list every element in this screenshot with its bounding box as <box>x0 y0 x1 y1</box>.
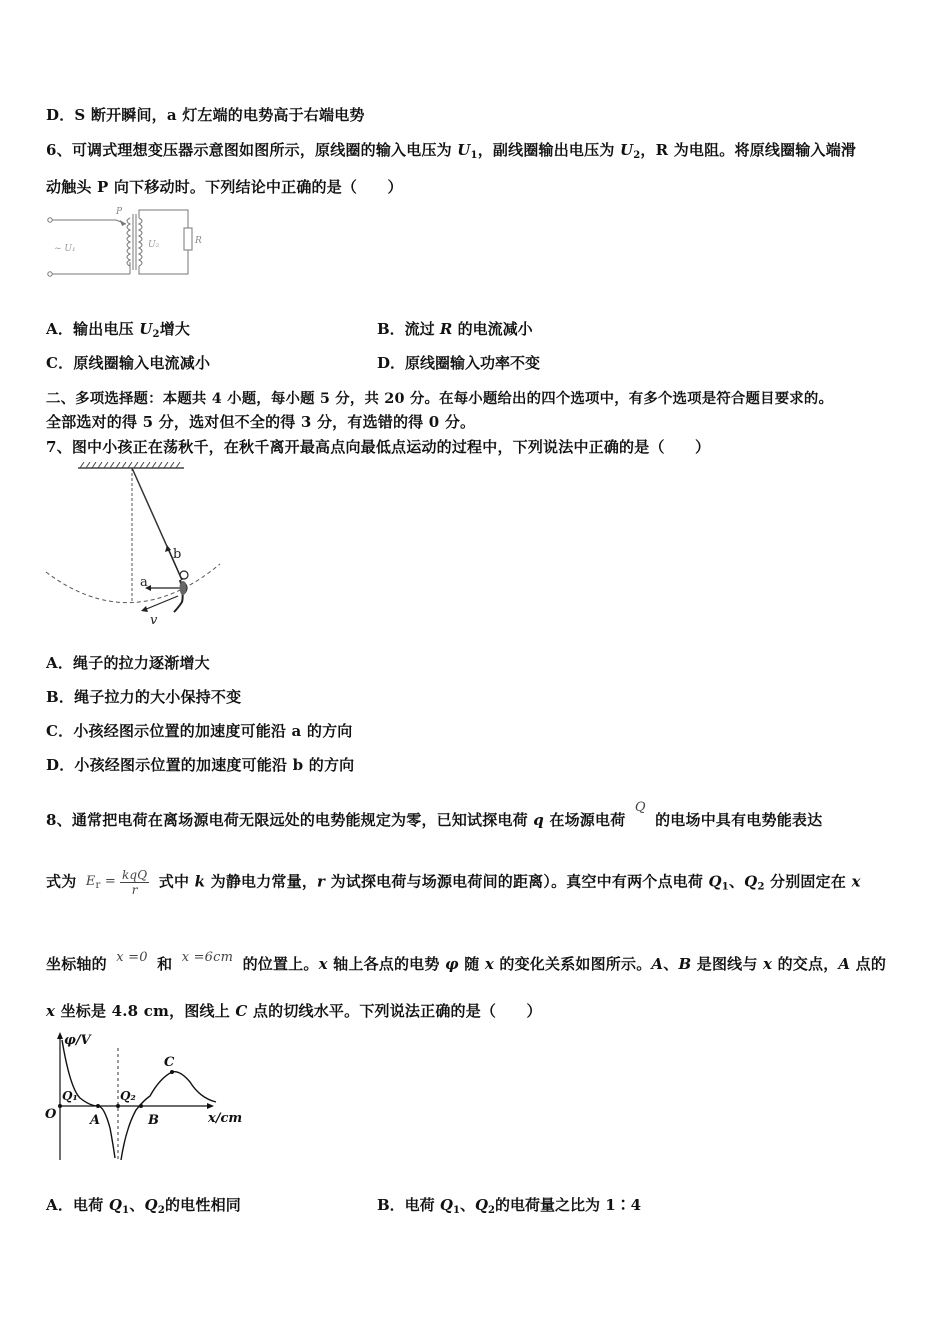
q6-stem-part3: ，R 为电阻。将原线圈输入端滑 <box>640 141 857 159</box>
q6-stem-line2-text: 动触头 P 向下移动时。下列结论中正确的是（ ） <box>46 178 403 196</box>
label-r: R <box>195 236 202 246</box>
q6-option-b-post: 的电流减小 <box>452 320 533 338</box>
q6-stem-part2: ，副线圈输出电压为 <box>477 141 620 159</box>
arrow-b-icon <box>165 545 171 552</box>
q6-option-a-sub: 2 <box>152 329 160 340</box>
q8-option-b-q1: Q <box>439 1196 453 1214</box>
q8-x6: x =6cm <box>181 950 234 965</box>
q7-option-a <box>46 652 210 673</box>
q8-b-var: B <box>678 955 692 973</box>
q7-stem-text: 7、图中小孩正在荡秋千，在秋千离开最高点向最低点运动的过程中，下列说法中正确的是（ ） <box>46 438 711 456</box>
q8-r-var: r <box>317 872 326 891</box>
q6-u1: U <box>457 141 471 159</box>
q8-q2: Q <box>744 872 758 891</box>
secondary-coil <box>139 218 142 266</box>
c-label: C <box>164 1055 175 1070</box>
q7-option-d <box>46 754 354 775</box>
q6-option-b <box>377 318 533 339</box>
q7-option-c <box>46 720 353 741</box>
q8-q-var: q <box>533 811 544 829</box>
q8-line3-mid1: 的位置上。 <box>237 955 319 973</box>
q8-line2-mid1: 式中 <box>153 872 195 891</box>
q8-ep-expression <box>86 874 116 889</box>
q7-stem <box>46 436 710 457</box>
b-label: B <box>148 1113 159 1128</box>
q7-option-c-text: C．小孩经图示位置的加速度可能沿 a 的方向 <box>46 722 353 740</box>
q8-line3-mid2: 轴上各点的电势 <box>327 955 445 973</box>
input-terminal-bottom <box>48 272 52 276</box>
q6-option-d <box>377 352 540 373</box>
q6-option-a-pre: A．输出电压 <box>46 320 140 338</box>
q8-option-b-sep: 、 <box>459 1196 475 1214</box>
q6-u2-sub: 2 <box>633 150 641 161</box>
q7-option-b <box>46 686 241 707</box>
q8-ep-eq: = <box>100 873 116 889</box>
q8-option-a-sep: 、 <box>129 1196 145 1214</box>
q8-option-a <box>46 1194 241 1216</box>
q8-q2-sub: 2 <box>757 881 765 893</box>
label-a: a <box>140 575 148 590</box>
q5-option-d <box>46 104 365 125</box>
q8-option-b-q2: Q <box>474 1196 489 1214</box>
q2-label: Q₂ <box>120 1089 136 1103</box>
section2-line2-text: 全部选对的得 5 分，选对但不全的得 3 分，有选错的得 0 分。 <box>46 413 476 431</box>
q8-option-a-q1-sub: 1 <box>122 1205 130 1216</box>
q8-line3-and: 和 <box>151 955 178 973</box>
a-label: A <box>90 1113 101 1128</box>
q1-label: Q₁ <box>62 1089 78 1103</box>
q7-option-b-text: B．绳子拉力的大小保持不变 <box>46 688 242 706</box>
q8-line2-mid3: 为试探电荷与场源电荷间的距离）。真空中有两个点电荷 <box>325 872 709 891</box>
resistor <box>184 228 192 250</box>
q8-line4-mid1: 坐标是 4.8 cm，图线上 <box>55 1002 236 1020</box>
q8-option-a-pre: A．电荷 <box>46 1196 109 1214</box>
q8-frac-den: r <box>131 883 138 897</box>
q6-option-a-var: U <box>139 320 153 338</box>
q8-line1-post: 的电场中具有电势能表达 <box>649 811 823 829</box>
q6-option-a-post: 增大 <box>159 320 191 338</box>
q8-stem-line3 <box>46 950 886 974</box>
y-axis-label: φ/V <box>64 1033 91 1048</box>
slider-arrow-icon <box>120 220 126 226</box>
section2-line1-text: 二、多项选择题：本题共 4 小题，每小题 5 分，共 20 分。在每小题给出的四个选项中，有多个选项是符合题目要求的。 <box>46 390 834 407</box>
q8-line3-mid3: 随 <box>458 955 485 973</box>
q8-stem-line1 <box>46 800 822 830</box>
output-wire-top <box>139 210 188 228</box>
input-terminal-top <box>48 218 52 222</box>
q8-line1-mid: 在场源电荷 <box>543 811 631 829</box>
q8-line3-post: 点的 <box>850 955 887 973</box>
q8-q1: Q <box>708 872 722 891</box>
q8-line2-mid2: 为静电力常量， <box>205 872 318 891</box>
q8-line4-x: x <box>46 1002 56 1020</box>
q6-u2: U <box>619 141 634 159</box>
q8-option-b <box>377 1194 641 1216</box>
q8-line3-pre: 坐标轴的 <box>46 955 113 973</box>
q8-phi: φ <box>445 955 459 973</box>
origin-label: O <box>45 1107 57 1122</box>
q8-option-b-q1-sub: 1 <box>452 1205 460 1216</box>
q8-option-b-pre: B．电荷 <box>377 1196 440 1214</box>
point-a <box>96 1104 100 1108</box>
q6-stem-line1 <box>46 139 856 161</box>
q8-stem-line2 <box>46 868 861 897</box>
swing-arc <box>46 564 220 603</box>
section2-line1 <box>46 387 833 408</box>
q8-x-var: x <box>851 872 861 891</box>
transformer-diagram <box>44 204 204 282</box>
curve-right <box>121 1072 216 1160</box>
vector-v <box>144 596 178 610</box>
q8-option-b-q2-sub: 2 <box>488 1205 496 1216</box>
q8-big-q: Q <box>634 800 646 815</box>
q6-option-d-text: D．原线圈输入功率不变 <box>377 354 541 372</box>
q8-frac-num: kqQ <box>121 868 148 882</box>
q8-line2-mid4: 分别固定在 <box>764 872 852 891</box>
ceiling-hatch <box>80 462 180 468</box>
q8-line3-x3: x <box>763 955 773 973</box>
q8-ep-sub: r <box>95 879 101 891</box>
q6-option-b-pre: B．流过 <box>377 320 440 338</box>
q8-option-a-q1: Q <box>108 1196 123 1214</box>
q8-line3-sep: 、 <box>663 955 679 973</box>
x-axis-arrow-icon <box>207 1103 214 1109</box>
label-u1: ~ U₁ <box>54 244 76 254</box>
q8-line3-x2: x <box>484 955 494 973</box>
output-wire-bottom <box>139 250 188 274</box>
q8-option-a-post: 的电性相同 <box>164 1196 241 1214</box>
q8-a-var: A <box>651 955 664 973</box>
q6-option-a <box>46 318 190 340</box>
point-b <box>139 1104 143 1108</box>
q8-k-var: k <box>194 872 206 891</box>
x-axis-label: x/cm <box>208 1111 243 1126</box>
q8-line3-mid5: 是图线与 <box>691 955 764 973</box>
primary-coil <box>127 218 130 266</box>
point-q1 <box>58 1104 62 1108</box>
q5-option-d-text: D．S 断开瞬间，a 灯左端的电势高于右端电势 <box>46 106 365 124</box>
point-q2 <box>116 1104 120 1108</box>
label-u2: U₂ <box>148 240 160 250</box>
q8-line3-mid6: 的交点， <box>772 955 839 973</box>
q8-stem-line4 <box>46 1000 542 1021</box>
child-figure-icon <box>174 571 188 612</box>
point-c <box>170 1070 174 1074</box>
q8-line3-x1: x <box>318 955 328 973</box>
label-p: P <box>116 207 123 217</box>
potential-graph <box>40 1028 260 1166</box>
q8-q1-sub: 1 <box>721 881 729 893</box>
q8-line4-post: 点的切线水平。下列说法正确的是（ ） <box>247 1002 542 1020</box>
q8-option-a-q2: Q <box>144 1196 158 1214</box>
label-b: b <box>173 547 182 562</box>
q6-u1-sub: 1 <box>470 150 478 161</box>
q7-option-d-text: D．小孩经图示位置的加速度可能沿 b 的方向 <box>46 756 355 774</box>
q8-fraction <box>120 868 149 897</box>
q8-option-b-post: 的电荷量之比为 1∶4 <box>495 1196 642 1214</box>
q8-line1-pre: 8、通常把电荷在离场源电荷无限远处的电势能规定为零，已知试探电荷 <box>46 811 534 829</box>
q6-option-b-var: R <box>439 320 453 338</box>
swing-diagram <box>44 462 234 630</box>
q8-line2-pre: 式为 <box>46 872 82 891</box>
q8-line3-mid4: 的变化关系如图所示。 <box>493 955 652 973</box>
q6-option-c-text: C．原线圈输入电流减小 <box>46 354 211 372</box>
q6-option-c <box>46 352 210 373</box>
q7-option-a-text: A．绳子的拉力逐渐增大 <box>46 654 210 672</box>
q8-ep-label: E <box>85 873 96 889</box>
q8-x0: x =0 <box>116 950 148 965</box>
label-v: v <box>150 613 158 628</box>
q8-option-a-q2-sub: 2 <box>157 1205 165 1216</box>
y-axis-arrow-icon <box>57 1032 63 1039</box>
q6-stem-line2 <box>46 176 403 197</box>
q8-sep: 、 <box>728 872 745 891</box>
q8-line3-a2: A <box>838 955 851 973</box>
q6-stem-part1: 6、可调式理想变压器示意图如图所示，原线圈的输入电压为 <box>46 141 458 159</box>
q8-c-var: C <box>235 1002 248 1020</box>
arrow-v-icon <box>141 606 148 612</box>
section2-line2 <box>46 411 475 432</box>
